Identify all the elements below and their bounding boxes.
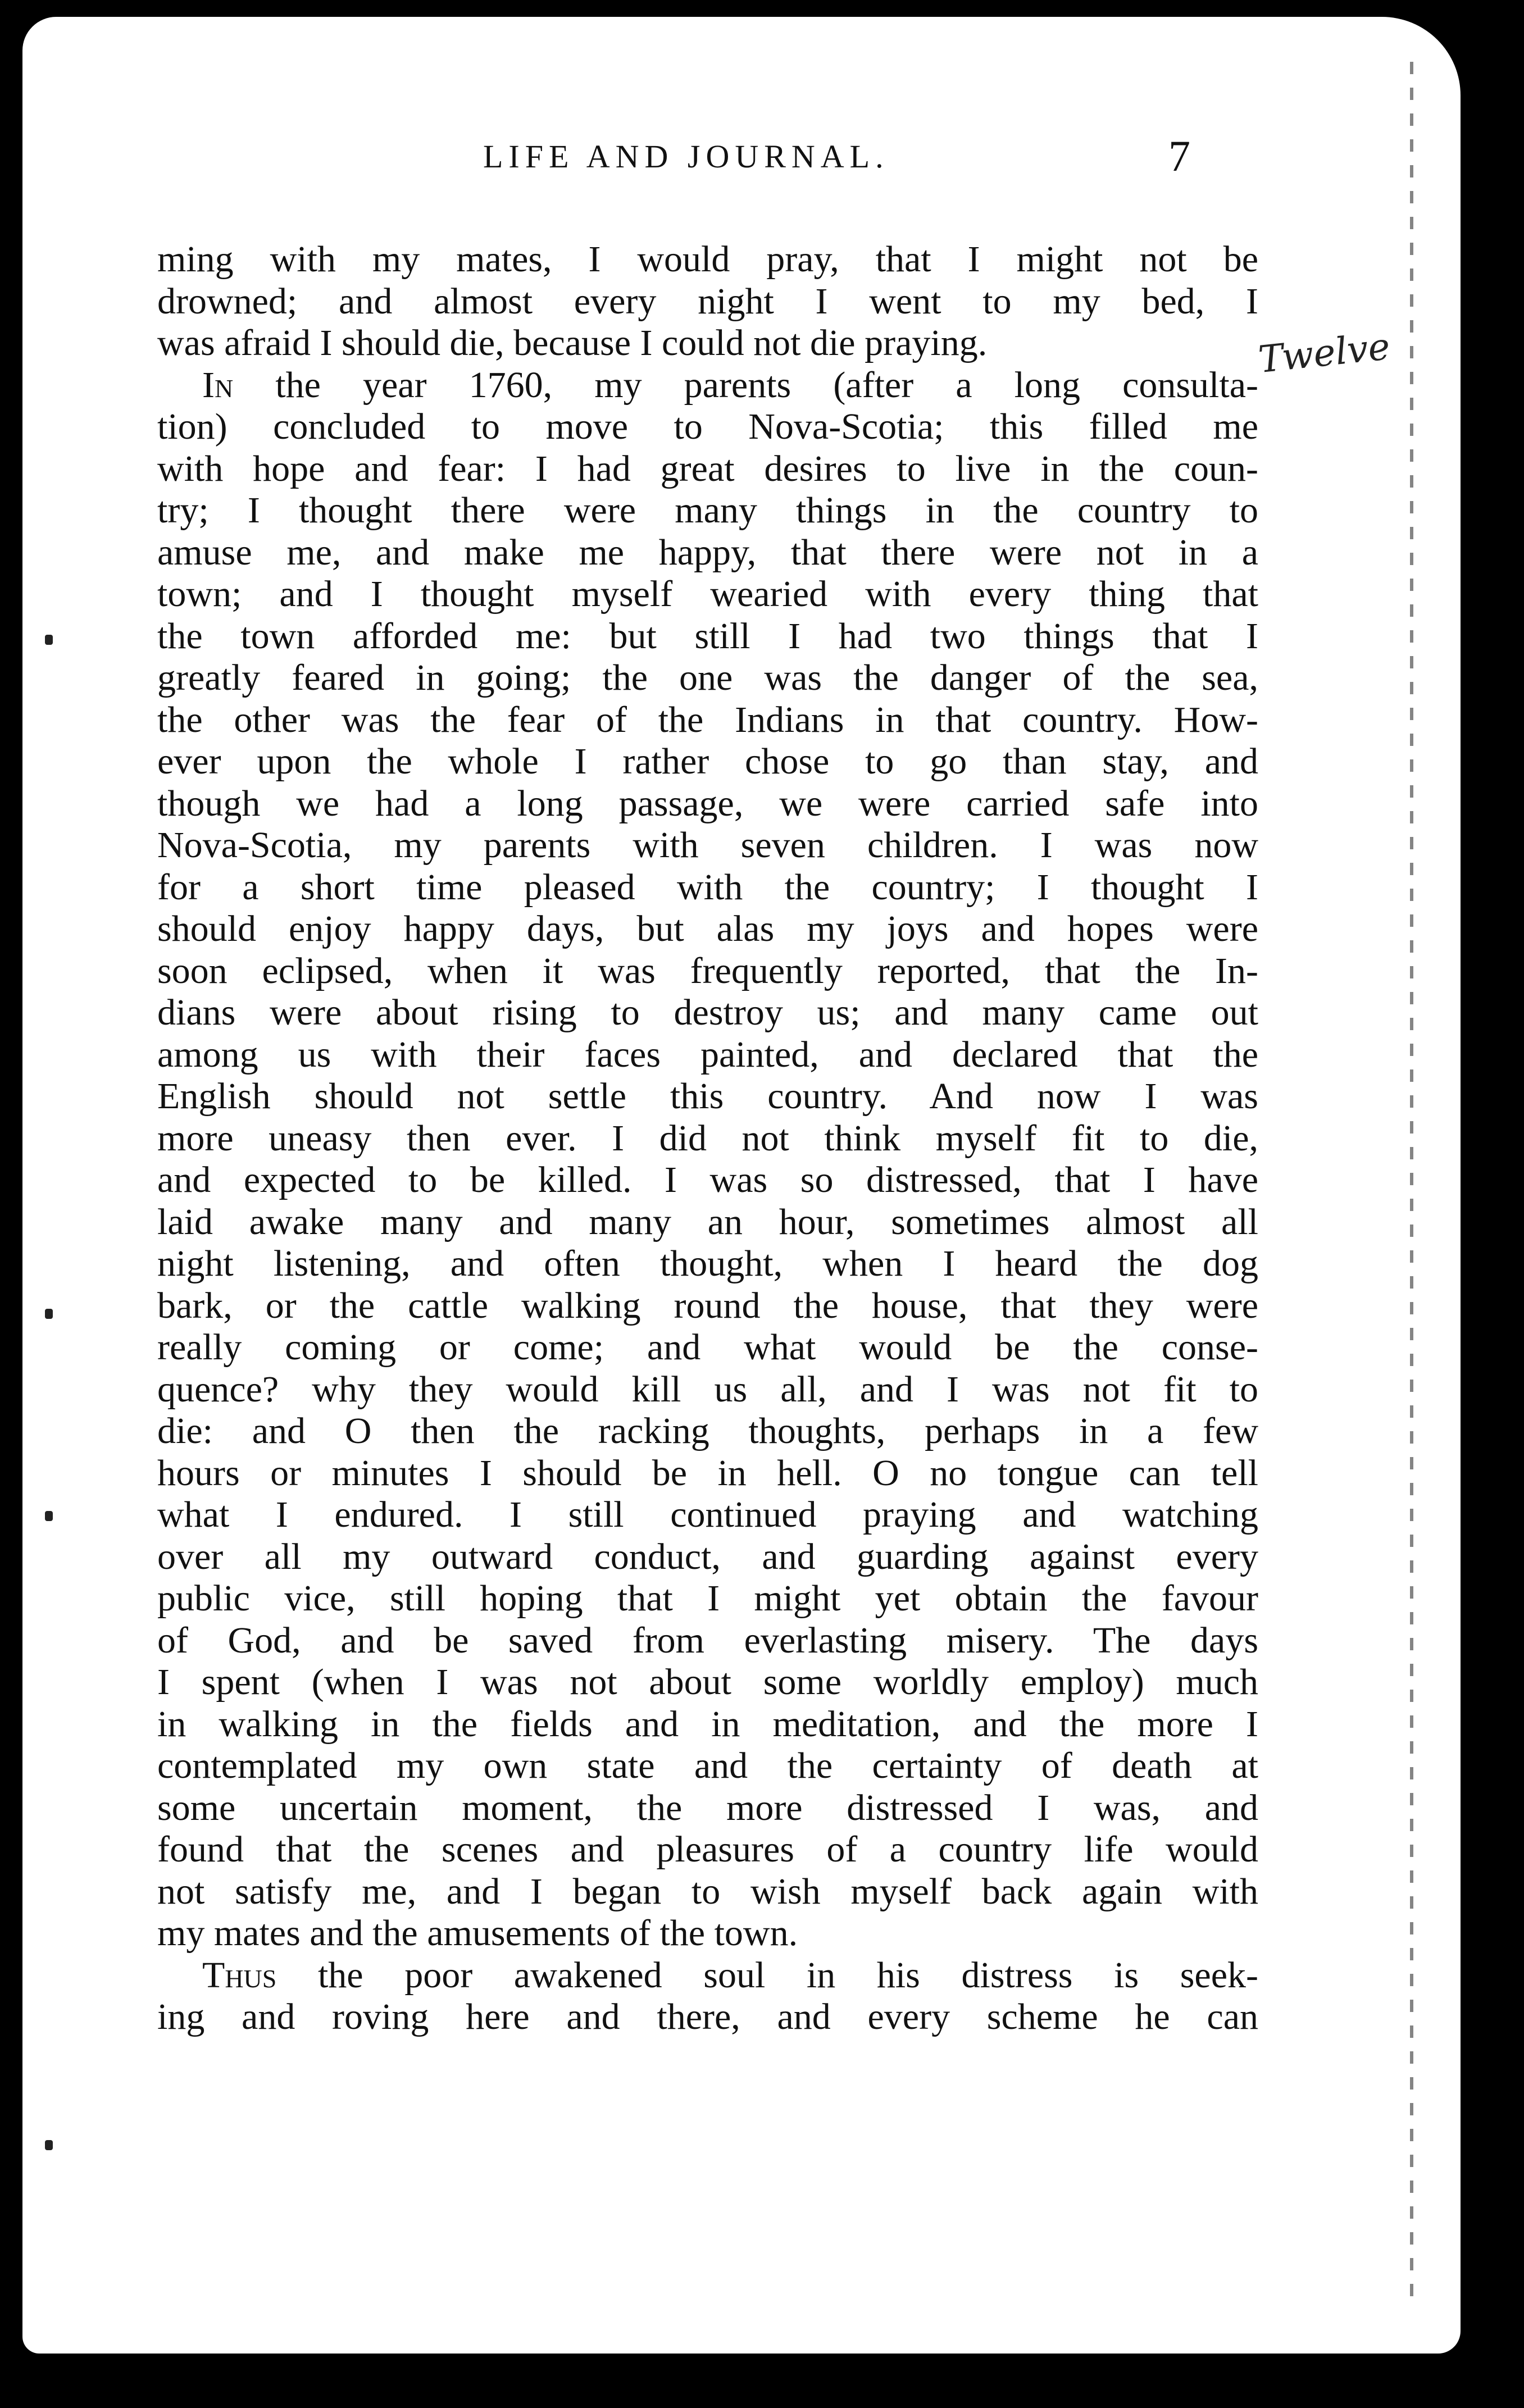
text-line: tion) concluded to move to Nova-Scotia; this filled me [157, 406, 1258, 447]
text-line-rest: the year 1760, my parents (after a long consulta- [233, 364, 1258, 406]
text-line: town; and I thought myself wearied with every thing that [157, 573, 1258, 614]
paragraph-2 [157, 365, 1258, 1955]
ink-speck [45, 1309, 53, 1319]
text-line: with hope and fear: I had great desires to live in the coun- [157, 448, 1258, 489]
text-line: I spent (when I was not about some worldly employ) much [157, 1662, 1258, 1703]
text-line: really coming or come; and what would be the conse- [157, 1327, 1258, 1368]
text-line: my mates and the amusements of the town. [157, 1913, 798, 1954]
text-line: for a short time pleased with the country; I thought I [157, 866, 1258, 908]
text-line: greatly feared in going; the one was the danger of the sea, [157, 657, 1258, 698]
text-line: soon eclipsed, when it was frequently reported, that the In- [157, 950, 1258, 991]
text-line: drowned; and almost every night I went to my bed, I [157, 280, 1258, 322]
binding-edge-marks [1410, 62, 1413, 2309]
text-line: laid awake many and many an hour, sometimes almost all [157, 1201, 1258, 1242]
body-text [157, 239, 1258, 2038]
text-line: ing and roving here and there, and every scheme he can [157, 1996, 1258, 2037]
text-line: ming with my mates, I would pray, that I might not be [157, 239, 1258, 280]
paragraph-3 [157, 1955, 1258, 2038]
ink-speck [45, 635, 53, 645]
text-line: should enjoy happy days, but alas my joys and hopes were [157, 908, 1258, 949]
ink-speck [45, 1511, 53, 1521]
text-line [157, 365, 1258, 407]
text-line: among us with their faces painted, and declared that the [157, 1034, 1258, 1075]
text-line: the other was the fear of the Indians in that country. How- [157, 699, 1258, 740]
gutter-marks [39, 635, 73, 2264]
text-line: night listening, and often thought, when I heard the dog [157, 1243, 1258, 1284]
text-line: though we had a long passage, we were carried safe into [157, 782, 1258, 824]
book-page [22, 17, 1461, 2354]
paragraph-lead-word: Thus [202, 1954, 277, 1996]
text-line: more uneasy then ever. I did not think myself fit to die, [157, 1117, 1258, 1159]
text-line: bark, or the cattle walking round the house, that they were [157, 1285, 1258, 1326]
text-line: English should not settle this country. And now I was [157, 1076, 1258, 1117]
page-number: 7 [1168, 131, 1190, 180]
running-title: LIFE AND JOURNAL. [483, 138, 889, 175]
text-line [157, 1955, 1258, 1997]
text-line: was afraid I should die, because I could not die praying. [157, 322, 988, 363]
text-line: Nova-Scotia, my parents with seven children. I was now [157, 825, 1258, 866]
text-line: ever upon the whole I rather chose to go than stay, and [157, 741, 1258, 782]
text-line: in walking in the fields and in meditation, and the more I [157, 1703, 1258, 1745]
text-line: dians were about rising to destroy us; and many came out [157, 992, 1258, 1033]
text-line: the town afforded me: but still I had two things that I [157, 615, 1258, 657]
text-line: quence? why they would kill us all, and I was not fit to [157, 1368, 1258, 1410]
text-line: amuse me, and make me happy, that there were not in a [157, 531, 1258, 573]
paragraph-lead-word: In [202, 364, 234, 406]
text-line: and expected to be killed. I was so distressed, that I have [157, 1159, 1258, 1200]
text-line: some uncertain moment, the more distressed I was, and [157, 1787, 1258, 1828]
text-line: of God, and be saved from everlasting misery. The days [157, 1619, 1258, 1661]
text-line: contemplated my own state and the certainty of death at [157, 1745, 1258, 1786]
text-line: try; I thought there were many things in the country to [157, 490, 1258, 531]
text-line-rest: the poor awakened soul in his distress is seek- [276, 1954, 1258, 1996]
text-line: hours or minutes I should be in hell. O no tongue can tell [157, 1452, 1258, 1494]
text-line: public vice, still hoping that I might yet obtain the favour [157, 1578, 1258, 1619]
running-head [22, 131, 1359, 188]
handwritten-margin-note: Twelve [1256, 324, 1393, 382]
text-line: found that the scenes and pleasures of a country life would [157, 1829, 1258, 1870]
paragraph-1 [157, 239, 1258, 365]
text-line: what I endured. I still continued praying and watching [157, 1494, 1258, 1535]
text-line: over all my outward conduct, and guarding against every [157, 1536, 1258, 1577]
text-line: not satisfy me, and I began to wish myself back again with [157, 1870, 1258, 1912]
text-line: die: and O then the racking thoughts, perhaps in a few [157, 1410, 1258, 1451]
ink-speck [45, 2140, 53, 2150]
